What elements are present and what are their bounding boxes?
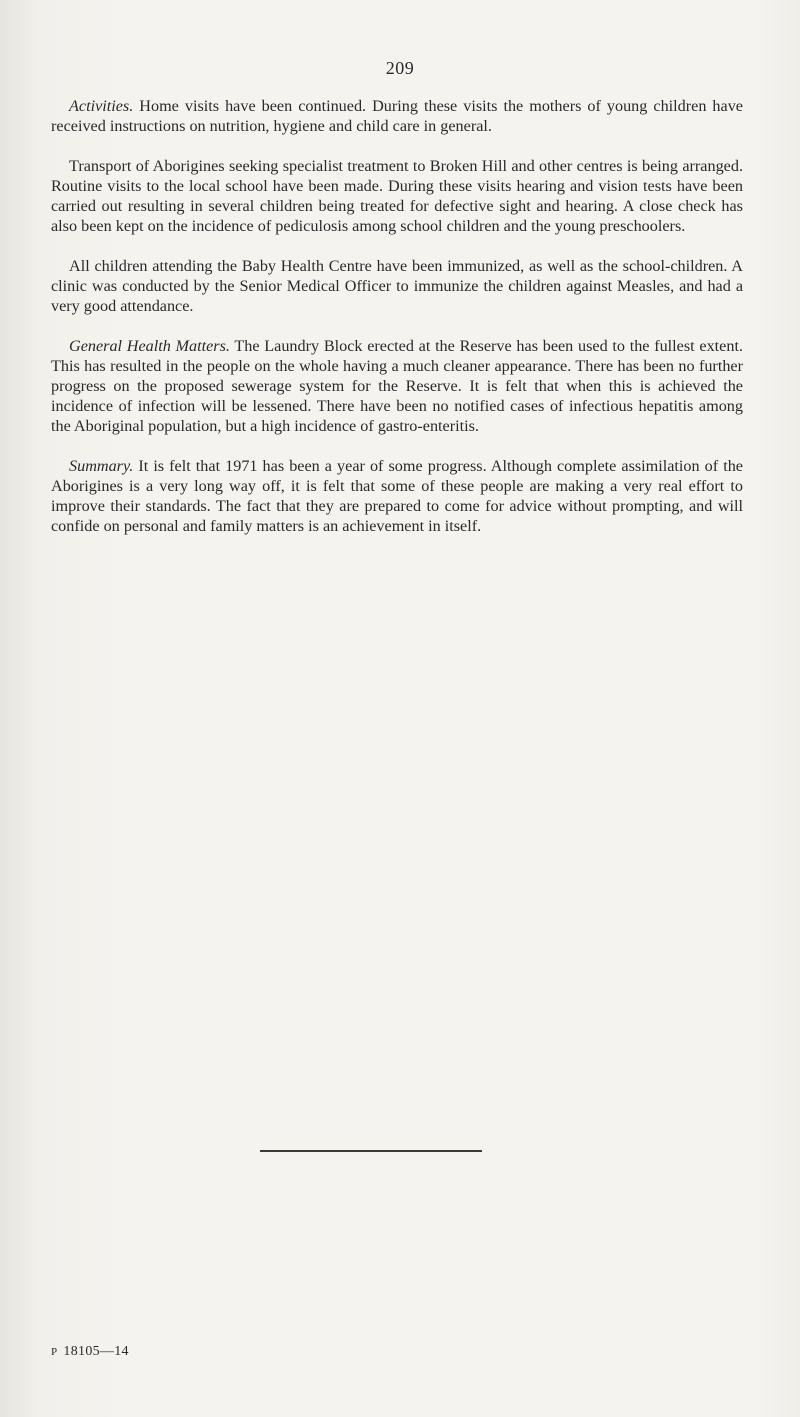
paragraph-activities xyxy=(51,96,743,136)
print-code-number: 18105—14 xyxy=(63,1344,129,1359)
print-code xyxy=(51,1344,129,1360)
body-text xyxy=(51,96,743,556)
paragraph-text: It is felt that 1971 has been a year of some progress. Although complete assimilation of the Aborigines is a very long way off, it is felt that some of these people are making a very real effort to improve their standards. The fact that they are prepared to come for advice without prompting, and will confide on personal and family matters is an achievement in itself. xyxy=(51,457,743,535)
paragraph-text: Transport of Aborigines seeking specialist treatment to Broken Hill and other centres is being arranged. Routine visits to the local school have been made. During these visits hearing and vision tests have been carried out resulting in several children being treated for defective sight and hearing. A close check has also been kept on the incidence of pediculosis among school children and the young preschoolers. xyxy=(51,157,743,235)
paragraph-heading: General Health Matters. xyxy=(69,337,230,355)
paragraph-text: Home visits have been continued. During these visits the mothers of young children have received instructions on nutrition, hygiene and child care in general. xyxy=(51,97,743,135)
page-number: 209 xyxy=(385,58,415,78)
paragraph-text: All children attending the Baby Health Centre have been immunized, as well as the school-children. A clinic was conducted by the Senior Medical Officer to immunize the children against Measles, and had a very good attendance. xyxy=(51,257,743,315)
paragraph-heading: Summary. xyxy=(69,457,134,475)
paragraph-summary xyxy=(51,456,743,536)
paragraph-transport xyxy=(51,156,743,236)
paragraph-immunization xyxy=(51,256,743,316)
section-divider xyxy=(260,1150,482,1152)
print-code-prefix: P xyxy=(51,1346,58,1358)
paragraph-general-health xyxy=(51,336,743,436)
paragraph-heading: Activities. xyxy=(69,97,134,115)
paragraph-text: The Laundry Block erected at the Reserve has been used to the fullest extent. This has resulted in the people on the whole having a much cleaner appearance. There has been no further progress on the proposed sewerage system for the Reserve. It is felt that when this is achieved the incidence of infection will be lessened. There have been no notified cases of infectious hepatitis among the Aboriginal population, but a high incidence of gastro-enteritis. xyxy=(51,337,743,435)
